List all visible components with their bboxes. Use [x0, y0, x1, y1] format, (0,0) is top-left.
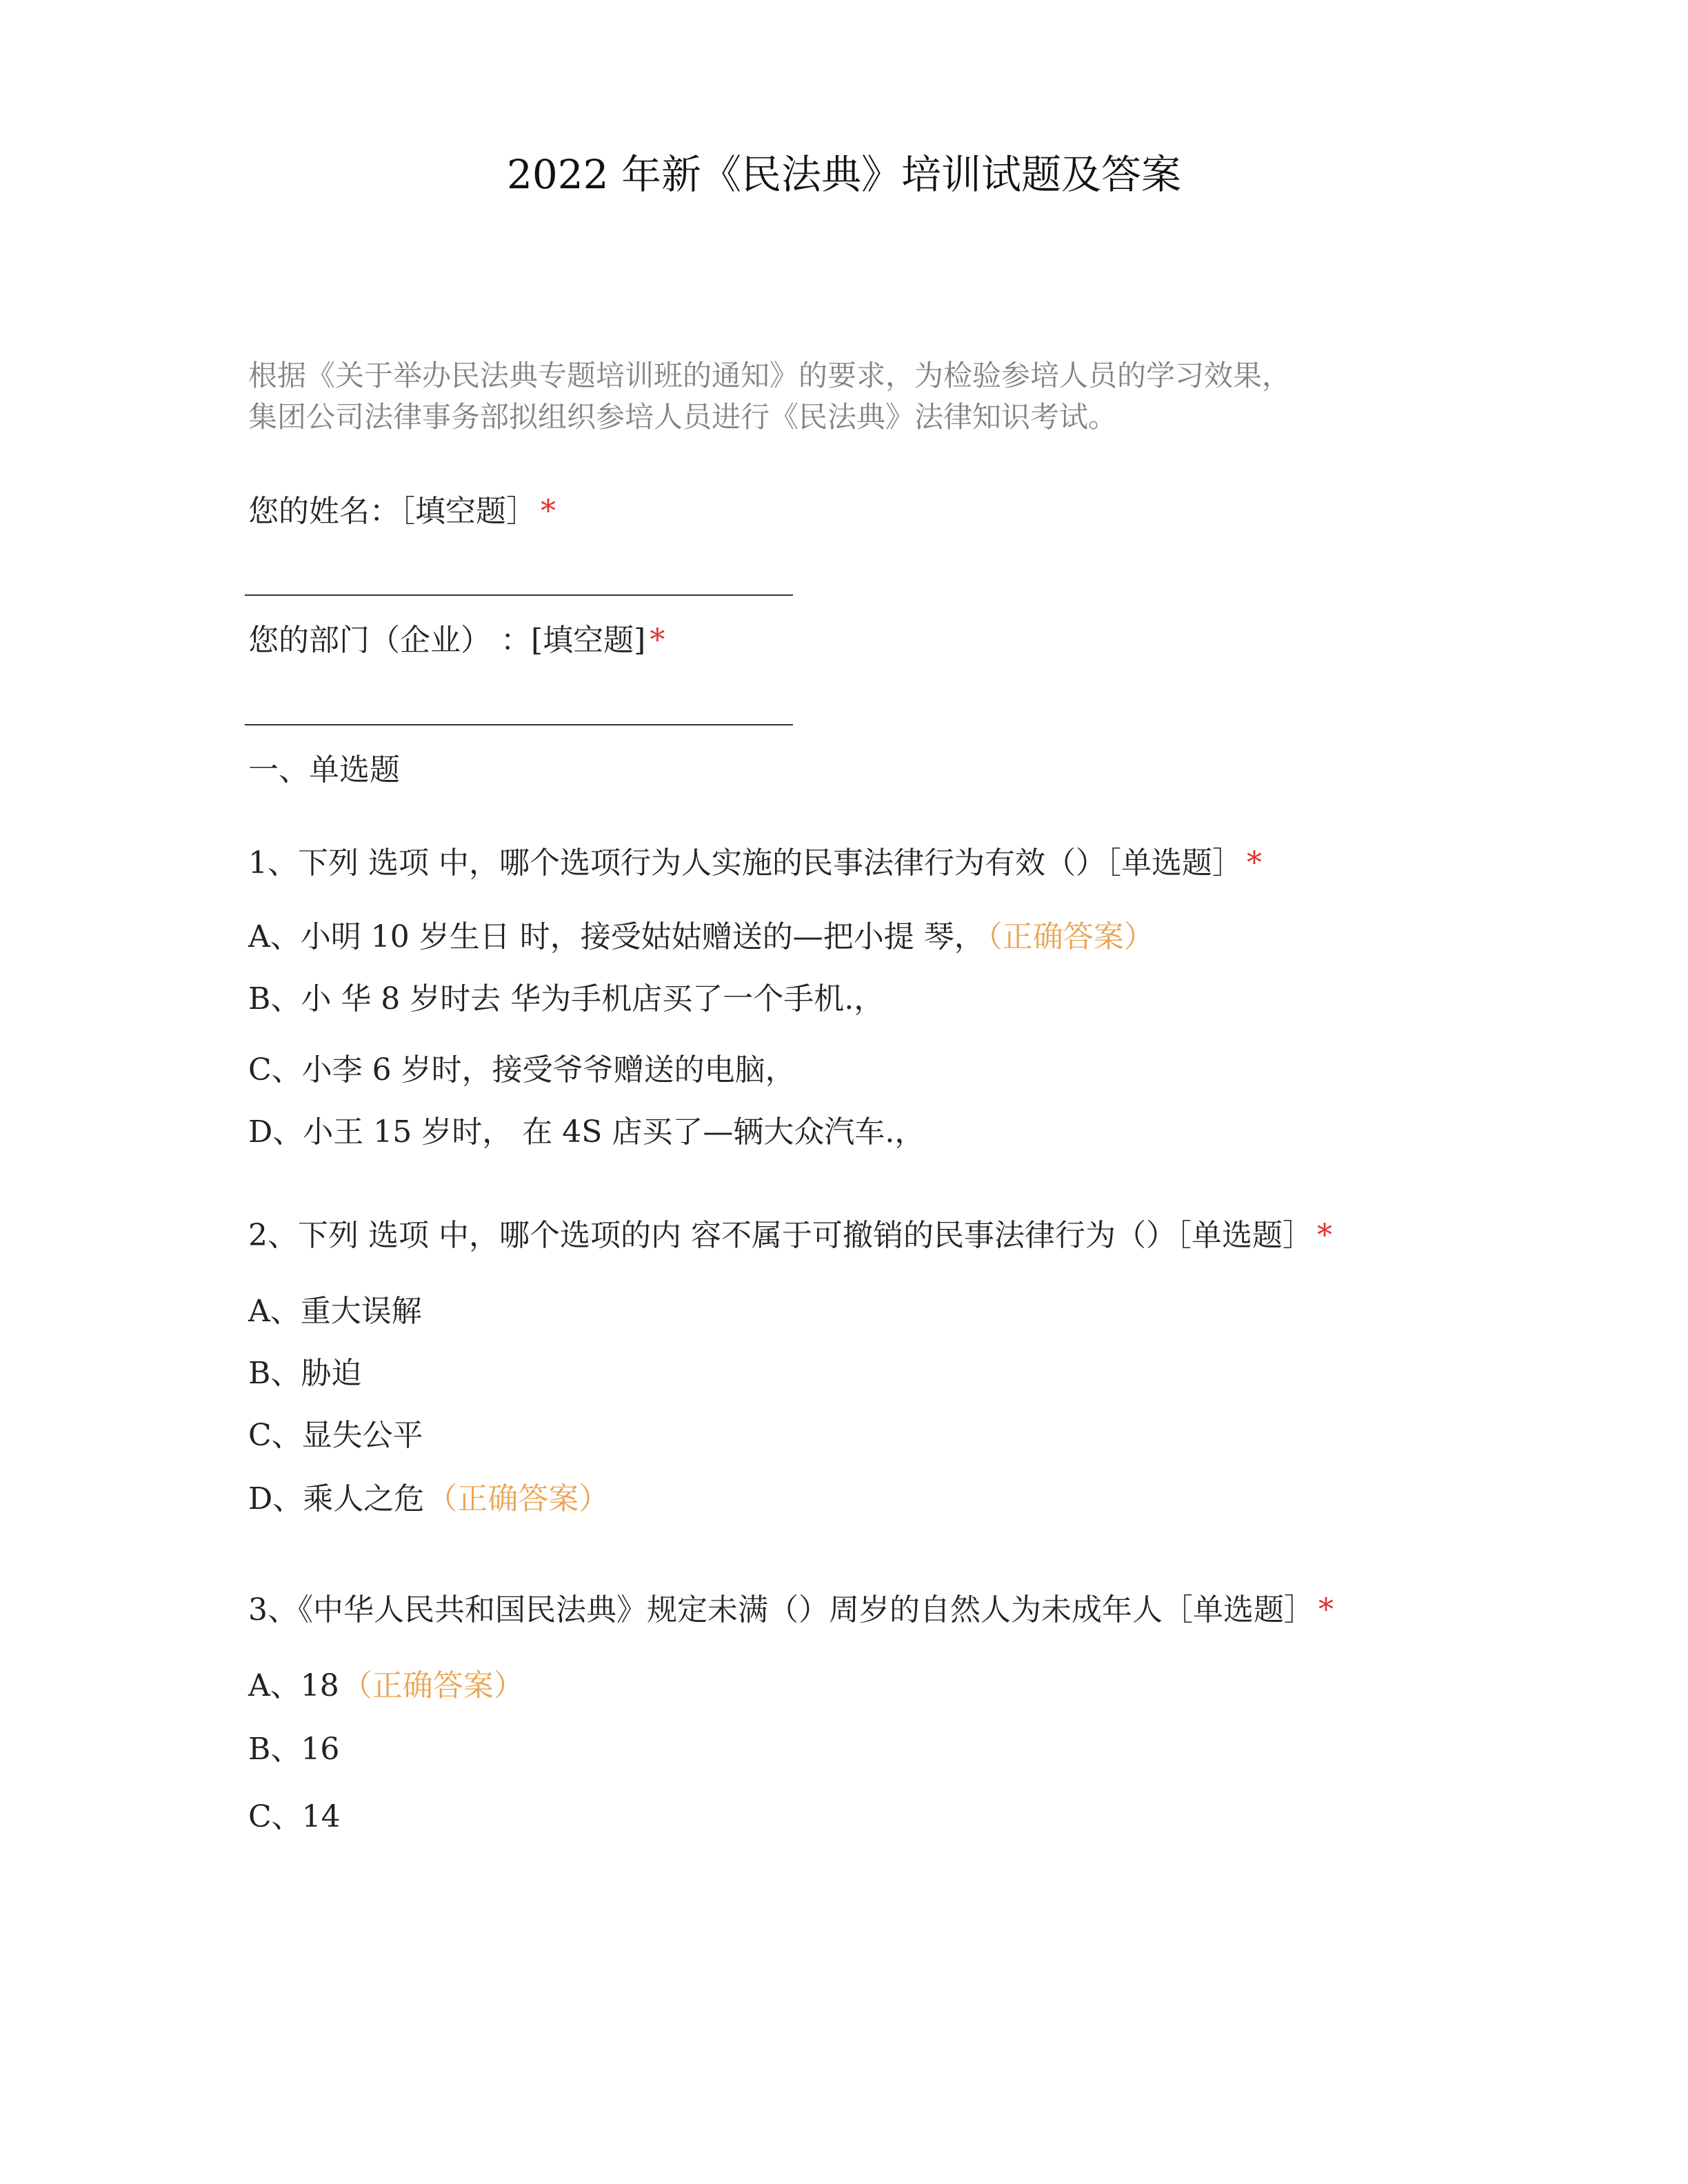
name-input-line[interactable] — [245, 594, 793, 596]
required-star: * — [541, 494, 556, 529]
correct-answer-marker: （正确答案） — [341, 1668, 524, 1703]
question-3 — [248, 1585, 1334, 1629]
page-title: 2022 年新《民法典》培训试题及答案 — [506, 151, 1182, 198]
q2-option-a[interactable] — [248, 1286, 422, 1330]
question-3-text: 3、《中华人民共和国民法典》规定未满（）周岁的自然人为未成年人［单选题］ — [248, 1592, 1314, 1627]
q3-option-a[interactable] — [248, 1661, 524, 1705]
option-text: B、胁迫 — [248, 1356, 362, 1391]
name-field-text: 您的姓名：［填空题］ — [248, 494, 536, 529]
option-text: C、显失公平 — [248, 1418, 423, 1453]
required-star: * — [1318, 1592, 1334, 1627]
q1-option-b[interactable] — [248, 974, 884, 1018]
intro-line-2: 集团公司法律事务部拟组织参培人员进行《民法典》法律知识考试。 — [248, 400, 1118, 434]
question-2 — [248, 1210, 1332, 1254]
option-text: B、小 华 8 岁时去 华为手机店买了一个手机.， — [248, 981, 885, 1016]
option-text: B、16 — [248, 1732, 340, 1767]
name-field-label — [248, 486, 556, 530]
option-text: D、乘人之危 — [248, 1481, 425, 1516]
q1-option-c[interactable] — [248, 1045, 796, 1089]
question-1-text: 1、下列 选项 中，哪个选项行为人实施的民事法律行为有效（）［单选题］ — [248, 845, 1243, 881]
required-star: * — [1316, 1218, 1332, 1253]
question-2-text: 2、下列 选项 中，哪个选项的内 容不属于可撤销的民事法律行为（）［单选题］ — [248, 1218, 1313, 1253]
intro-paragraph — [248, 355, 1434, 438]
required-star: * — [650, 623, 665, 658]
required-star: * — [1246, 845, 1262, 881]
option-text: A、小明 10 岁生日 时，接受姑姑赠送的—把小提 琴， — [248, 919, 985, 954]
section-heading: 一、单选题 — [248, 752, 400, 788]
option-text: C、14 — [248, 1799, 341, 1834]
correct-answer-marker: （正确答案） — [987, 919, 1154, 954]
intro-line-1: 根据《关于举办民法典专题培训班的通知》的要求，为检验参培人员的学习效果， — [248, 359, 1292, 392]
option-text: A、18 — [248, 1668, 339, 1703]
q1-option-a[interactable] — [248, 912, 1154, 956]
q2-option-c[interactable] — [248, 1410, 423, 1454]
option-text: D、小王 15 岁时， 在 4S 店买了—辆大众汽车.， — [248, 1114, 925, 1150]
dept-field-text: 您的部门（企业） ：[填空题] — [248, 623, 646, 658]
q2-option-b[interactable] — [248, 1348, 361, 1392]
dept-input-line[interactable] — [245, 724, 793, 725]
option-text: C、小李 6 岁时，接受爷爷赠送的电脑， — [248, 1052, 796, 1088]
q3-option-c[interactable] — [248, 1792, 341, 1836]
q2-option-d[interactable] — [248, 1474, 609, 1518]
option-text: A、重大误解 — [248, 1294, 422, 1329]
q3-option-b[interactable] — [248, 1724, 339, 1768]
question-1 — [248, 838, 1262, 882]
dept-field-label — [248, 615, 665, 659]
correct-answer-marker: （正确答案） — [427, 1481, 610, 1516]
q1-option-d[interactable] — [248, 1107, 925, 1151]
